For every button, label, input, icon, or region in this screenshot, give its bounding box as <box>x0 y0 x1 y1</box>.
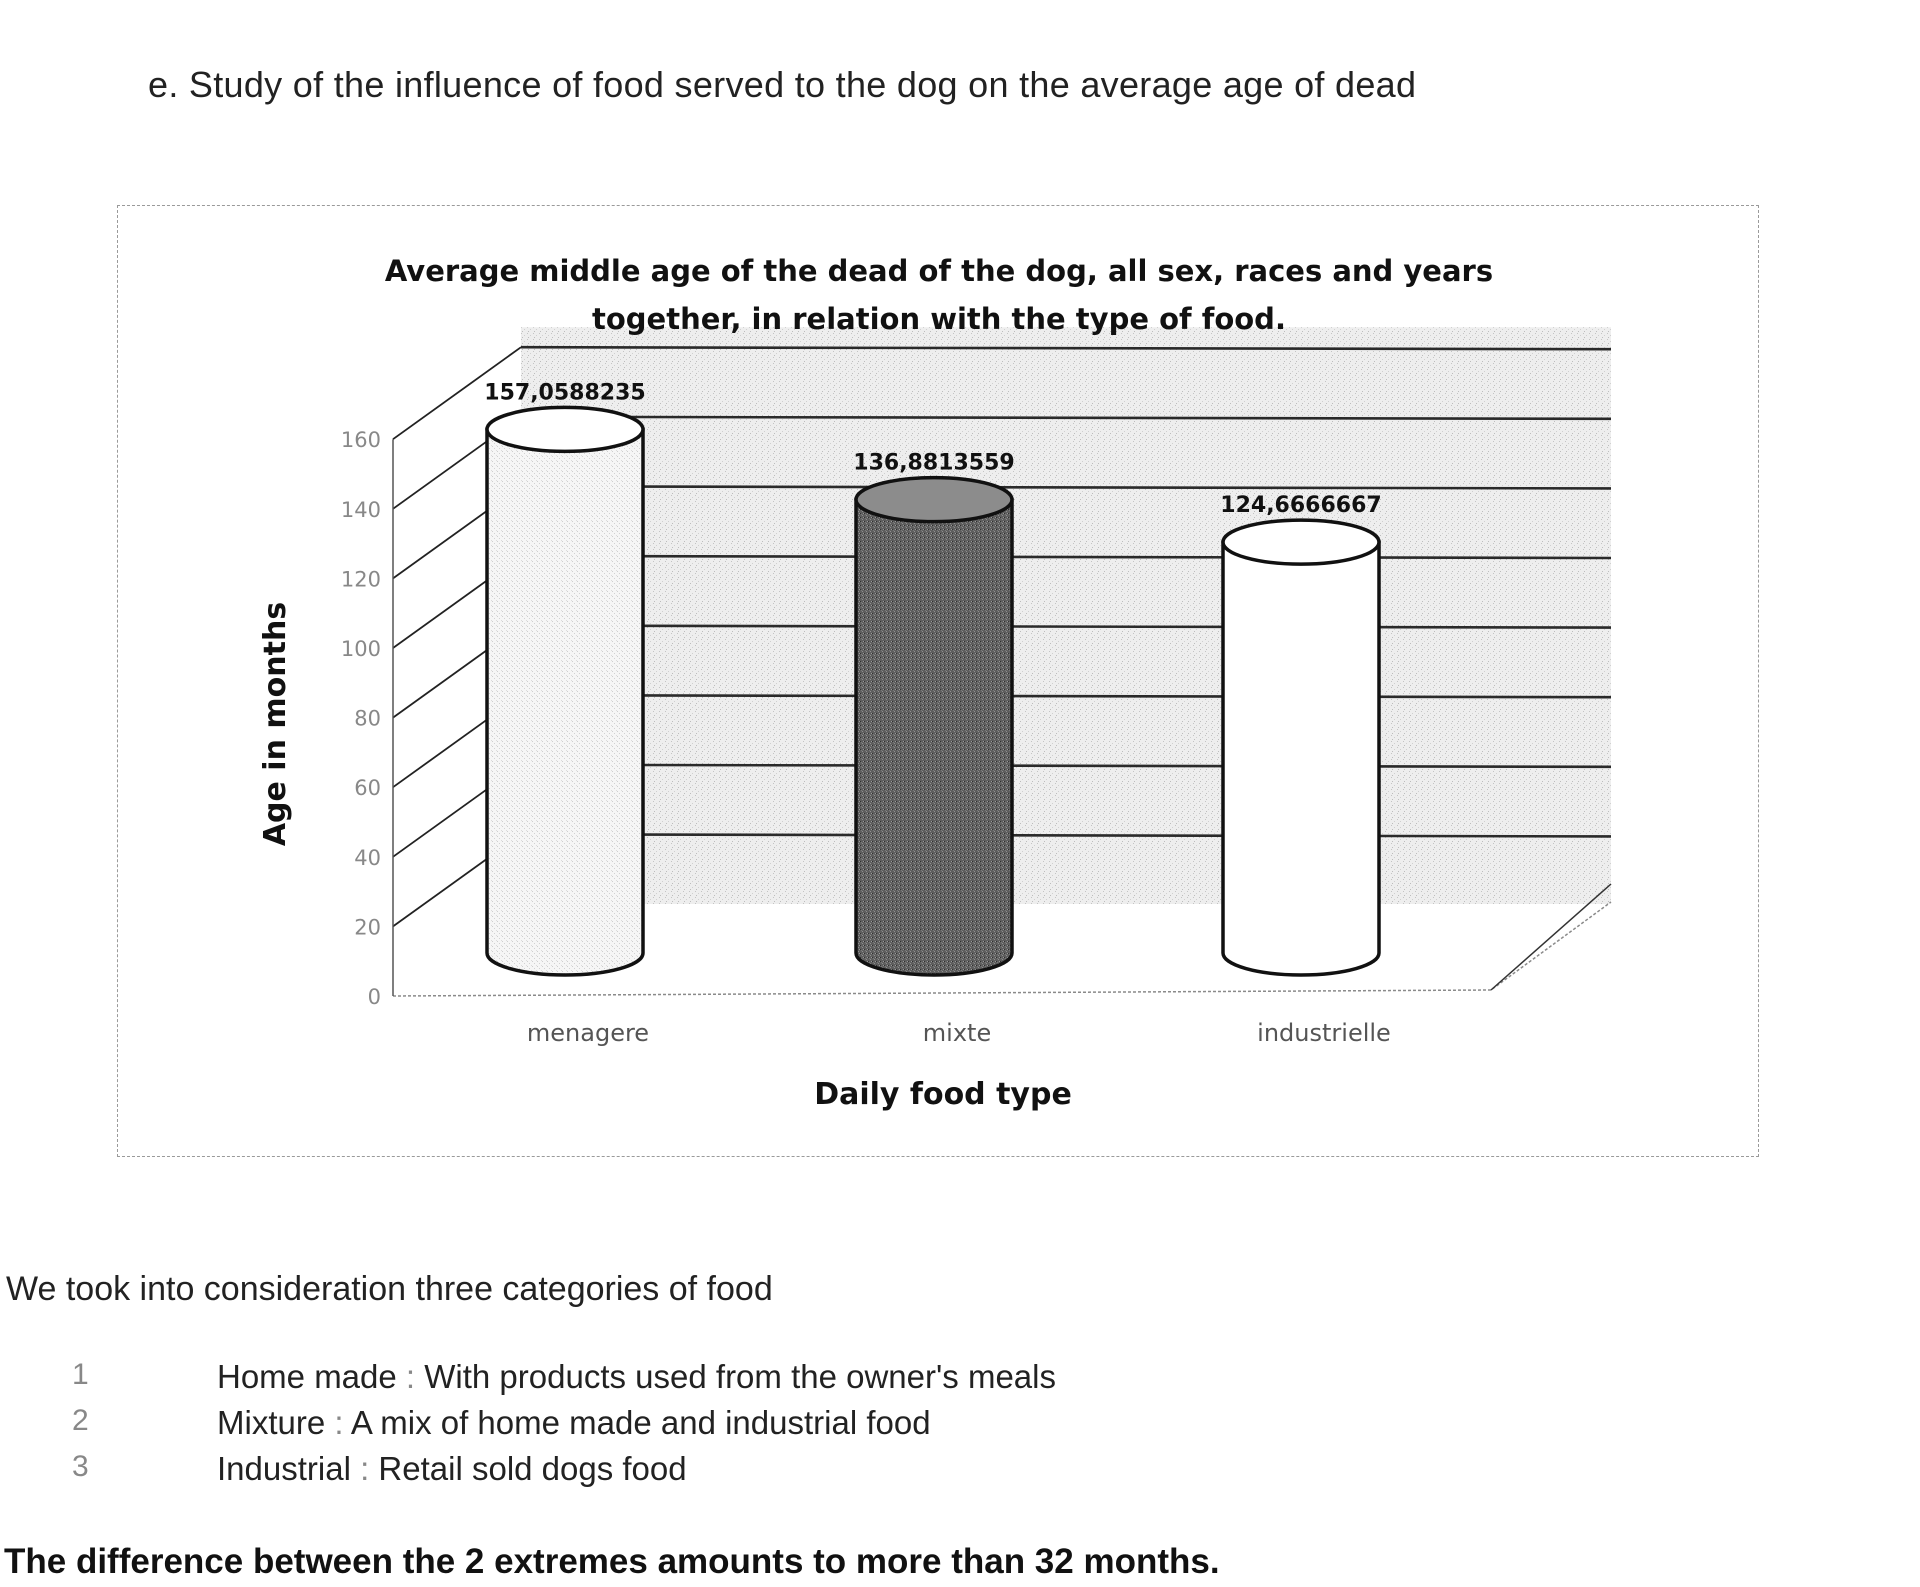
y-tick-label: 100 <box>340 637 381 661</box>
x-tick-label: menagere <box>526 1019 650 1047</box>
chart-title-line2: together, in relation with the type of food. <box>592 302 1286 336</box>
list-number: 2 <box>72 1404 89 1437</box>
bar-cap <box>487 407 643 451</box>
chart-frame <box>117 205 1759 1157</box>
x-axis-label: Daily food type <box>814 1077 1072 1112</box>
food-type-name: Home made <box>217 1358 397 1395</box>
y-tick-label: 160 <box>340 428 381 453</box>
data-label: 157,0588235 <box>484 380 646 406</box>
bar-cap <box>1223 520 1379 564</box>
y-tick-label: 80 <box>354 706 381 731</box>
list-number: 3 <box>72 1450 89 1483</box>
intro-text: We took into consideration three categories of food <box>6 1270 773 1308</box>
list-number: 1 <box>72 1358 89 1391</box>
food-type-separator: : <box>360 1450 370 1487</box>
food-type-description: Retail sold dogs food <box>378 1450 687 1487</box>
data-label: 124,6666667 <box>1220 493 1382 519</box>
bar-body <box>487 429 643 975</box>
bar-cap <box>856 478 1012 522</box>
food-type-text <box>217 1450 687 1488</box>
chart-title: Average middle age of the dead of the dog, all sex, races and years <box>384 254 1494 288</box>
y-tick-label: 140 <box>340 497 381 522</box>
y-tick-label: 120 <box>340 567 381 592</box>
back-wall-panel <box>521 327 1611 904</box>
food-type-name: Mixture <box>217 1404 326 1441</box>
food-type-separator: : <box>405 1358 416 1395</box>
food-type-name: Industrial <box>217 1450 351 1487</box>
section-heading: e. Study of the influence of food served to the dog on the average age of dead <box>148 64 1417 105</box>
y-tick-label: 60 <box>354 776 381 801</box>
food-type-text <box>217 1404 931 1442</box>
bar-menagere <box>487 407 643 975</box>
bar-mixte <box>856 478 1012 975</box>
bar-chart <box>118 206 1760 1158</box>
food-type-description: With products used from the owner's meals <box>424 1358 1056 1395</box>
y-tick-label: 0 <box>367 985 381 1009</box>
y-tick-label: 40 <box>354 845 381 870</box>
bar-industrielle <box>1223 520 1379 975</box>
y-axis-label: Age in months <box>258 601 293 847</box>
food-type-text <box>217 1358 1056 1396</box>
food-type-description: A mix of home made and industrial food <box>350 1404 931 1441</box>
data-label: 136,8813559 <box>853 450 1015 476</box>
bar-body <box>1223 542 1379 975</box>
x-tick-label: industrielle <box>1257 1019 1391 1047</box>
bar-body <box>856 500 1012 975</box>
conclusion-text: The difference between the 2 extremes amounts to more than 32 months. <box>4 1542 1220 1581</box>
food-type-separator: : <box>334 1404 344 1441</box>
x-tick-label: mixte <box>922 1019 992 1047</box>
y-tick-label: 20 <box>354 915 381 940</box>
